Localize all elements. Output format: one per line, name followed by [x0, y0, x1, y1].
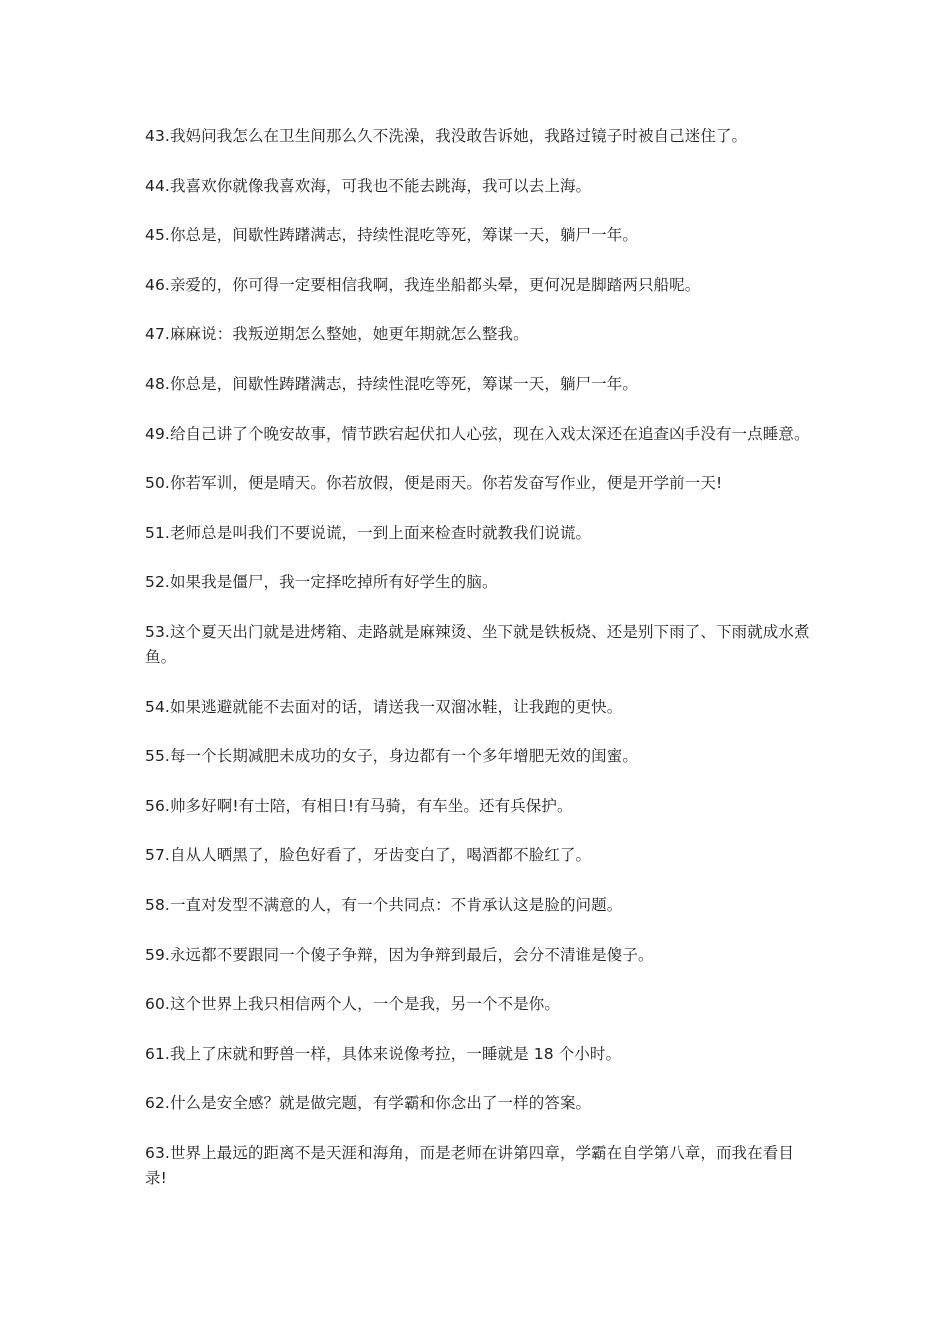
- list-item: 43.我妈问我怎么在卫生间那么久不洗澡，我没敢告诉她，我路过镜子时被自己迷住了。: [145, 127, 748, 145]
- list-item: 44.我喜欢你就像我喜欢海，可我也不能去跳海，我可以去上海。: [145, 176, 592, 195]
- list-item: 54.如果逃避就能不去面对的话，请送我一双溜冰鞋，让我跑的更快。: [145, 697, 623, 716]
- joke-list: [145, 124, 811, 1215]
- list-item: 58.一直对发型不满意的人，有一个共同点：不肯承认这是脸的问题。: [145, 895, 623, 914]
- list-item: 46.亲爱的，你可得一定要相信我啊，我连坐船都头晕，更何况是脚踏两只船呢。: [145, 275, 701, 294]
- list-item: 57.自从人晒黑了，脸色好看了，牙齿变白了，喝酒都不脸红了。: [145, 846, 592, 865]
- list-item: 62.什么是安全感？就是做完题，有学霸和你念出了一样的答案。: [145, 1094, 592, 1113]
- list-item: 45.你总是，间歇性踌躇满志，持续性混吃等死，筹谋一天，躺尸一年。: [145, 226, 638, 245]
- list-item: 53.这个夏天出门就是进烤箱、走路就是麻辣烫、坐下就是铁板烧、还是别下雨了、下雨就成水煮鱼。: [145, 622, 810, 666]
- list-item: 55.每一个长期减肥未成功的女子，身边都有一个多年增肥无效的闺蜜。: [145, 747, 638, 766]
- list-item: 63.世界上最远的距离不是天涯和海角，而是老师在讲第四章，学霸在自学第八章，而我在看目录!: [145, 1143, 794, 1187]
- list-item: 60.这个世界上我只相信两个人，一个是我，另一个不是你。: [145, 995, 560, 1014]
- list-item: 52.如果我是僵尸，我一定择吃掉所有好学生的脑。: [145, 573, 498, 592]
- list-item: 47.麻麻说：我叛逆期怎么整她，她更年期就怎么整我。: [145, 325, 529, 344]
- list-item: 50.你若军训，便是晴天。你若放假，便是雨天。你若发奋写作业，便是开学前一天!: [145, 474, 723, 493]
- list-item: 56.帅多好啊!有士陪，有相日!有马骑，有车坐。还有兵保护。: [145, 796, 573, 815]
- list-item: 49.给自己讲了个晚安故事，情节跌宕起伏扣人心弦，现在入戏太深还在追查凶手没有一点睡意。: [145, 424, 810, 443]
- list-item: 48.你总是，间歇性踌躇满志，持续性混吃等死，筹谋一天，躺尸一年。: [145, 374, 638, 393]
- list-item: 61.我上了床就和野兽一样，具体来说像考拉，一睡就是 18 个小时。: [145, 1044, 622, 1063]
- list-item: 59.永远都不要跟同一个傻子争辩，因为争辩到最后，会分不清谁是傻子。: [145, 945, 654, 964]
- list-item: 51.老师总是叫我们不要说谎，一到上面来检查时就教我们说谎。: [145, 523, 592, 542]
